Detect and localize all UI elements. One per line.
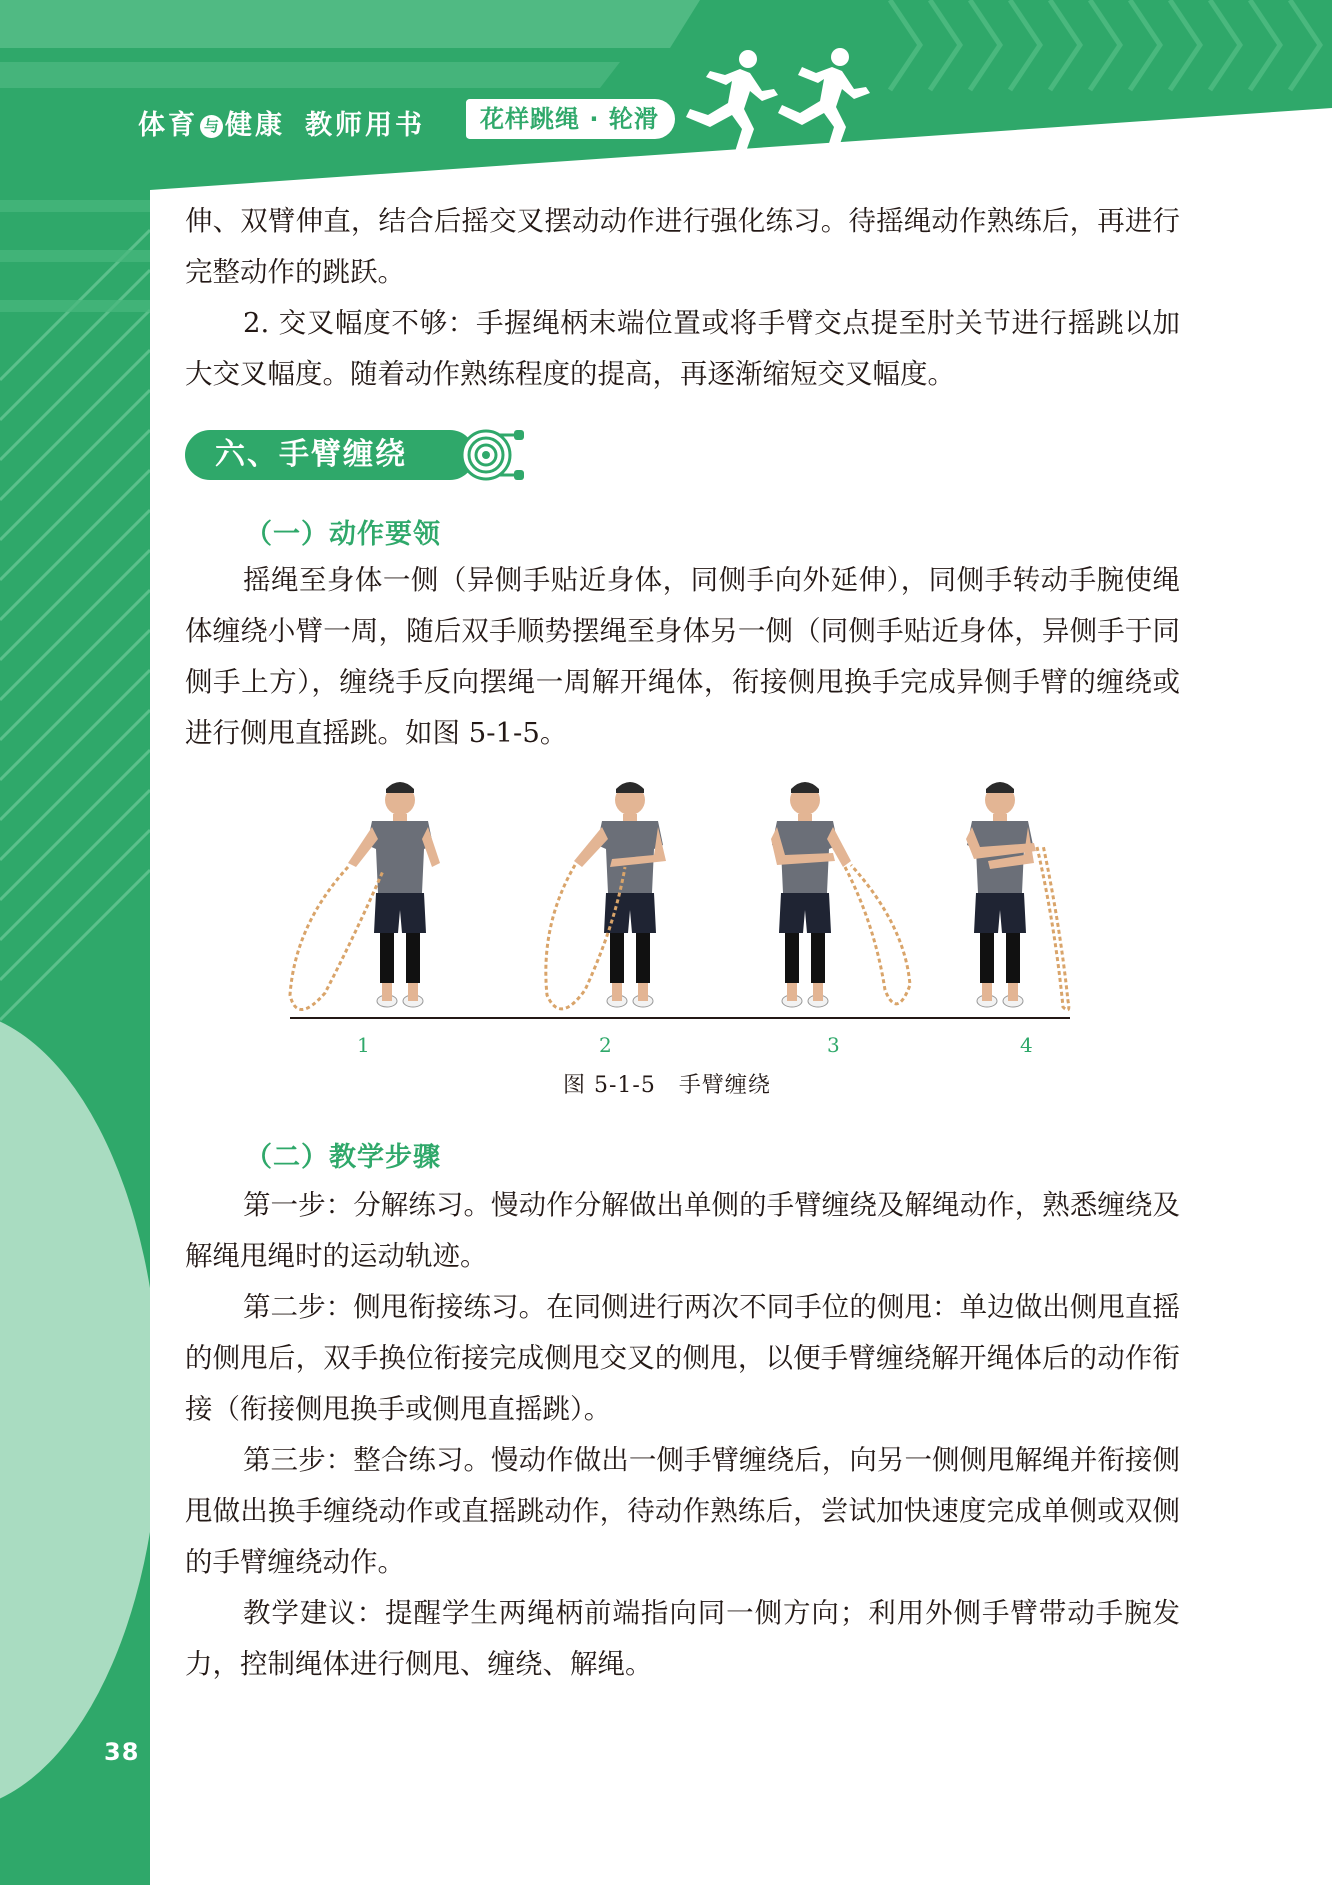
figure-label-1: 1 <box>357 1033 370 1057</box>
intro-paragraph-1: 伸、双臂伸直，结合后摇交叉摆动动作进行强化练习。待摇绳动作熟练后，再进行完整动作的跳跃。 <box>185 205 1180 288</box>
page-header <box>0 0 1332 190</box>
header-background <box>0 0 1332 190</box>
rope-4 <box>1037 845 1069 1010</box>
step-2-paragraph: 第二步：侧甩衔接练习。在同侧进行两次不同手位的侧甩：单边做出侧甩直摇的侧甩后，双手换位衔接完成侧甩交叉的侧甩，以便手臂缠绕解开绳体后的动作衔接（衔接侧甩换手或侧甩直摇跳）。 <box>185 1291 1180 1425</box>
side-decoration <box>0 0 150 1885</box>
person-1 <box>348 782 440 1007</box>
person-3 <box>771 782 851 1007</box>
intro-text <box>185 196 1180 400</box>
page-number: 38 <box>104 1738 140 1766</box>
teaching-suggestion-paragraph: 教学建议：提醒学生两绳柄前端指向同一侧方向；利用外侧手臂带动手腕发力，控制绳体进行侧甩、缠绕、解绳。 <box>185 1597 1180 1680</box>
figure-arm-wrap <box>285 775 1075 1095</box>
title-sub: 教师用书 <box>305 110 425 141</box>
title-part1: 体育 <box>138 110 198 141</box>
figure-label-2: 2 <box>599 1033 612 1057</box>
rope-3 <box>845 865 910 1004</box>
subheading-action-essentials: （一）动作要领 <box>245 519 441 550</box>
figure-caption: 图 5-1-5 手臂缠绕 <box>563 1073 771 1098</box>
intro-paragraph-2: 2. 交叉幅度不够：手握绳柄末端位置或将手臂交点提至肘关节进行摇跳以加大交叉幅度。随着动作熟练程度的提高，再逐渐缩短交叉幅度。 <box>185 307 1180 390</box>
figure-label-3: 3 <box>827 1033 840 1057</box>
section-title: 六、手臂缠绕 <box>185 430 475 480</box>
figure-label-4: 4 <box>1020 1033 1033 1057</box>
chapter-tag: 花样跳绳 · 轮滑 <box>466 99 675 139</box>
part1-paragraph: 摇绳至身体一侧（异侧手贴近身体，同侧手向外延伸），同侧手转动手腕使绳体缠绕小臂一周，随后双手顺势摆绳至身体另一侧（同侧手贴近身体，异侧手于同侧手上方），缠绕手反向摆绳一周解开绳体，衔接侧甩换手完成异侧手臂的缠绕或进行侧甩直摇跳。如图 5-1-5。 <box>185 564 1180 749</box>
subheading-teaching-steps: （二）教学步骤 <box>245 1142 441 1173</box>
runners-icon <box>670 45 890 165</box>
step-1-paragraph: 第一步：分解练习。慢动作分解做出单侧的手臂缠绕及解绳动作，熟悉缠绕及解绳甩绳时的运动轨迹。 <box>185 1189 1180 1272</box>
person-4 <box>966 782 1036 1007</box>
step-3-paragraph: 第三步：整合练习。慢动作做出一侧手臂缠绕后，向另一侧侧甩解绳并衔接侧甩做出换手缠绕动作或直摇跳动作，待动作熟练后，尝试加快速度完成单侧或双侧的手臂缠绕动作。 <box>185 1444 1180 1578</box>
figure-illustration <box>285 775 1075 1025</box>
book-title <box>138 103 425 142</box>
part2-text <box>185 1180 1180 1690</box>
rope-1 <box>290 867 383 1010</box>
jump-rope-icon <box>456 425 526 485</box>
part1-text <box>185 555 1180 759</box>
title-part2: 健康 <box>225 110 285 141</box>
title-and-badge: 与 <box>200 115 223 138</box>
